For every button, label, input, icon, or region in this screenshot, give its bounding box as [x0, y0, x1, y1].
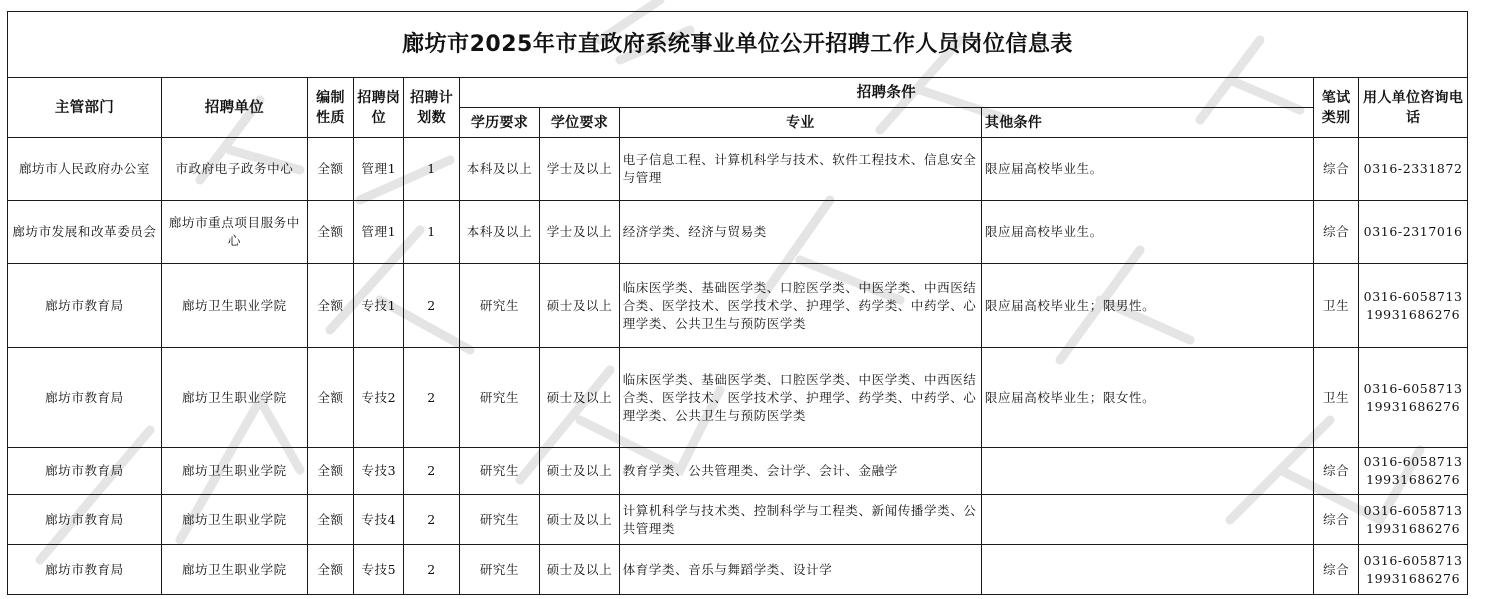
header-degree: 学位要求	[540, 108, 619, 138]
table-row	[8, 448, 1468, 495]
cell-nature: 全额	[307, 138, 353, 201]
header-major: 专业	[619, 108, 981, 138]
header-nature: 编制性质	[307, 78, 353, 138]
cell-exam: 综合	[1313, 201, 1358, 264]
header-exam: 笔试类别	[1313, 78, 1358, 138]
cell-unit: 廊坊卫生职业学院	[161, 348, 307, 448]
table-row	[8, 495, 1468, 545]
header-post: 招聘岗位	[354, 78, 404, 138]
cell-plan: 2	[404, 495, 459, 545]
phone-line-1: 0316-2331872	[1363, 161, 1463, 176]
phone-line-1: 0316-6058713	[1363, 288, 1463, 304]
cell-degree: 硕士及以上	[540, 348, 619, 448]
cell-phone	[1359, 264, 1468, 348]
header-conditions: 招聘条件	[459, 78, 1313, 108]
cell-major: 教育学类、公共管理类、会计学、会计、金融学	[619, 448, 981, 495]
cell-major: 临床医学类、基础医学类、口腔医学类、中医学类、中西医结合类、医学技术、医学技术学、护理学、药学类、中药学、心理学类、公共卫生与预防医学类	[619, 264, 981, 348]
cell-degree: 学士及以上	[540, 201, 619, 264]
cell-plan: 2	[404, 448, 459, 495]
cell-nature: 全额	[307, 495, 353, 545]
header-unit: 招聘单位	[161, 78, 307, 138]
cell-post: 专技3	[354, 448, 404, 495]
cell-plan: 1	[404, 201, 459, 264]
table-row	[8, 264, 1468, 348]
cell-post: 专技4	[354, 495, 404, 545]
cell-dept: 廊坊市教育局	[8, 264, 162, 348]
cell-dept: 廊坊市教育局	[8, 448, 162, 495]
cell-unit: 市政府电子政务中心	[161, 138, 307, 201]
header-plan: 招聘计划数	[404, 78, 459, 138]
cell-nature: 全额	[307, 545, 353, 595]
cell-post: 专技2	[354, 348, 404, 448]
cell-post: 管理1	[354, 138, 404, 201]
cell-major: 体育学类、音乐与舞蹈学类、设计学	[619, 545, 981, 595]
cell-education: 研究生	[459, 545, 539, 595]
cell-post: 专技1	[354, 264, 404, 348]
cell-nature: 全额	[307, 201, 353, 264]
cell-dept: 廊坊市教育局	[8, 545, 162, 595]
cell-degree: 硕士及以上	[540, 264, 619, 348]
cell-major: 计算机科学与技术类、控制科学与工程类、新闻传播学类、公共管理类	[619, 495, 981, 545]
cell-dept: 廊坊市教育局	[8, 348, 162, 448]
header-other: 其他条件	[981, 108, 1313, 138]
cell-degree: 学士及以上	[540, 138, 619, 201]
cell-education: 本科及以上	[459, 138, 539, 201]
cell-major: 经济学类、经济与贸易类	[619, 201, 981, 264]
header-phone: 用人单位咨询电话	[1359, 78, 1468, 138]
table-row	[8, 348, 1468, 448]
cell-dept: 廊坊市教育局	[8, 495, 162, 545]
cell-degree: 硕士及以上	[540, 545, 619, 595]
cell-other: 限应届高校毕业生。	[981, 201, 1313, 264]
cell-education: 研究生	[459, 264, 539, 348]
phone-line-2: 19931686276	[1366, 472, 1461, 487]
phone-line-2: 19931686276	[1366, 570, 1461, 586]
phone-line-1: 0316-6058713	[1363, 502, 1463, 518]
cell-unit: 廊坊卫生职业学院	[161, 448, 307, 495]
cell-phone	[1359, 448, 1468, 495]
page-title: 廊坊市2025年市直政府系统事业单位公开招聘工作人员岗位信息表	[8, 12, 1468, 78]
cell-degree: 硕士及以上	[540, 495, 619, 545]
cell-dept: 廊坊市人民政府办公室	[8, 138, 162, 201]
cell-phone	[1359, 201, 1468, 264]
cell-unit: 廊坊卫生职业学院	[161, 495, 307, 545]
cell-unit: 廊坊卫生职业学院	[161, 264, 307, 348]
cell-phone	[1359, 545, 1468, 595]
cell-plan: 2	[404, 264, 459, 348]
table-row	[8, 545, 1468, 595]
cell-plan: 1	[404, 138, 459, 201]
cell-education: 研究生	[459, 495, 539, 545]
cell-education: 本科及以上	[459, 201, 539, 264]
cell-unit: 廊坊市重点项目服务中心	[161, 201, 307, 264]
cell-major: 临床医学类、基础医学类、口腔医学类、中医学类、中西医结合类、医学技术、医学技术学、护理学、药学类、中药学、心理学类、公共卫生与预防医学类	[619, 348, 981, 448]
cell-nature: 全额	[307, 264, 353, 348]
cell-phone	[1359, 348, 1468, 448]
cell-education: 研究生	[459, 448, 539, 495]
cell-other	[981, 545, 1313, 595]
cell-exam: 综合	[1313, 448, 1358, 495]
phone-line-2: 19931686276	[1366, 398, 1461, 414]
cell-phone	[1359, 495, 1468, 545]
cell-dept: 廊坊市发展和改革委员会	[8, 201, 162, 264]
cell-exam: 综合	[1313, 545, 1358, 595]
phone-line-1: 0316-2317016	[1363, 224, 1463, 239]
cell-exam: 卫生	[1313, 264, 1358, 348]
cell-exam: 综合	[1313, 138, 1358, 201]
cell-post: 管理1	[354, 201, 404, 264]
cell-other	[981, 495, 1313, 545]
phone-line-2: 19931686276	[1366, 306, 1461, 322]
header-education: 学历要求	[459, 108, 539, 138]
cell-unit: 廊坊卫生职业学院	[161, 545, 307, 595]
table-row	[8, 138, 1468, 201]
cell-nature: 全额	[307, 448, 353, 495]
cell-phone	[1359, 138, 1468, 201]
phone-line-1: 0316-6058713	[1363, 552, 1463, 568]
header-dept: 主管部门	[8, 78, 162, 138]
cell-degree: 硕士及以上	[540, 448, 619, 495]
phone-line-2: 19931686276	[1366, 520, 1461, 536]
cell-major: 电子信息工程、计算机科学与技术、软件工程技术、信息安全与管理	[619, 138, 981, 201]
cell-other: 限应届高校毕业生；限女性。	[981, 348, 1313, 448]
cell-other: 限应届高校毕业生。	[981, 138, 1313, 201]
phone-line-1: 0316-6058713	[1363, 454, 1463, 469]
cell-plan: 2	[404, 348, 459, 448]
phone-line-1: 0316-6058713	[1363, 380, 1463, 396]
cell-exam: 卫生	[1313, 348, 1358, 448]
cell-nature: 全额	[307, 348, 353, 448]
cell-plan: 2	[404, 545, 459, 595]
cell-education: 研究生	[459, 348, 539, 448]
cell-other	[981, 448, 1313, 495]
cell-other: 限应届高校毕业生；限男性。	[981, 264, 1313, 348]
position-info-table	[7, 11, 1468, 595]
table-row	[8, 201, 1468, 264]
cell-exam: 综合	[1313, 495, 1358, 545]
cell-post: 专技5	[354, 545, 404, 595]
